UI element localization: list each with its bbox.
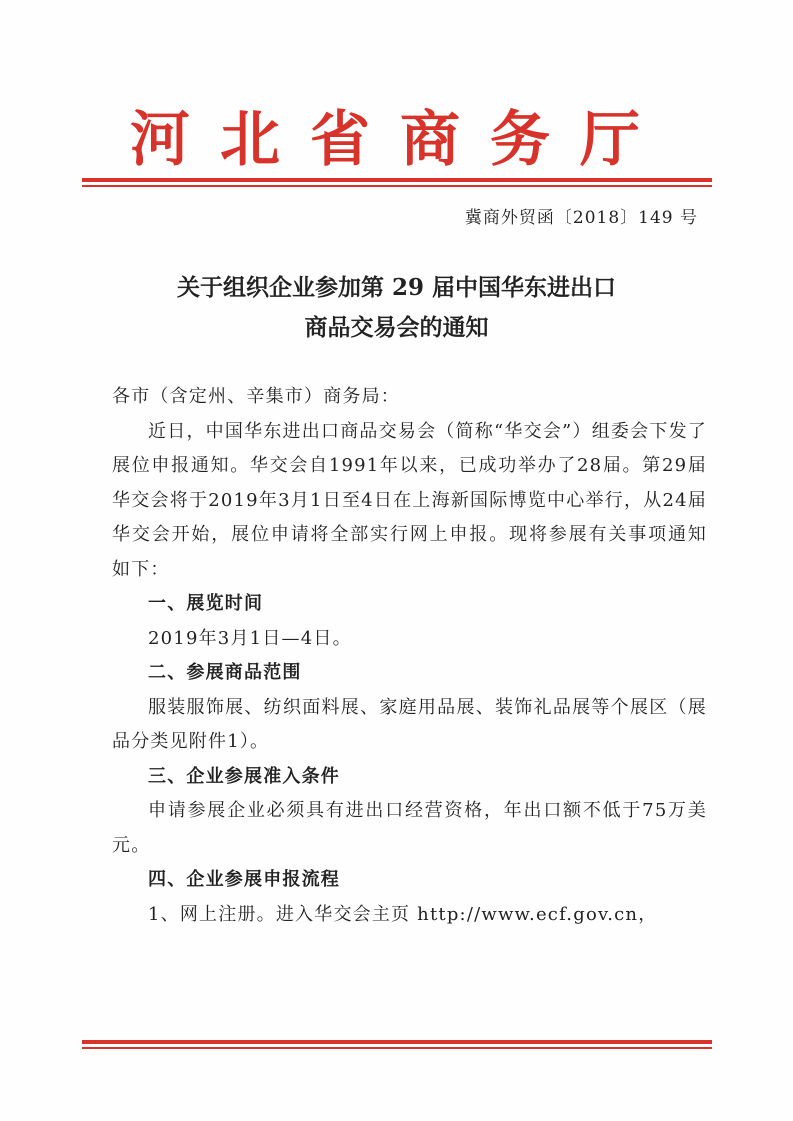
section2-heading: 二、参展商品范围 [148,662,302,683]
header-rule-thin [82,185,712,187]
agency-header: 河北省商务厅 [130,105,670,175]
section4-heading: 四、企业参展申报流程 [148,869,340,890]
section1-heading: 一、展览时间 [148,593,264,614]
section3-text: 申请参展企业必须具有进出口经营资格，年出口额不低于75万美元。 [112,800,707,856]
section4-item1: 1、网上注册。进入华交会主页 http://www.ecf.gov.cn， [148,903,658,925]
document-title-line1: 关于组织企业参加第 29 届中国华东进出口 [176,274,617,301]
document-title-line2: 商品交易会的通知 [304,314,489,341]
document-body [112,380,707,932]
salutation: 各市（含定州、辛集市）商务局： [112,386,400,407]
document-title [80,268,713,348]
section3-heading: 三、企业参展准入条件 [148,765,340,787]
header-rule-thick [82,178,712,182]
section2-text: 服装服饰展、纺织面料展、家庭用品展、装饰礼品展等个展区（展品分类见附件1）。 [112,696,707,752]
intro-paragraph: 近日，中国华东进出口商品交易会（简称“华交会”）组委会下发了展位申报通知。华交会自1991年以来，已成功举办了28届。第29届华交会将于2019年3月1日至4日在上海新国际博览中心举行，从24届华交会开始，展位申请将全部实行网上申报。现将参展有关事项通知如下： [112,420,707,580]
footer-rule-thin [82,1047,712,1049]
document-number: 冀商外贸函〔2018〕149 号 [464,208,698,228]
section1-text: 2019年3月1日—4日。 [148,627,352,649]
footer-rule-thick [82,1040,712,1044]
